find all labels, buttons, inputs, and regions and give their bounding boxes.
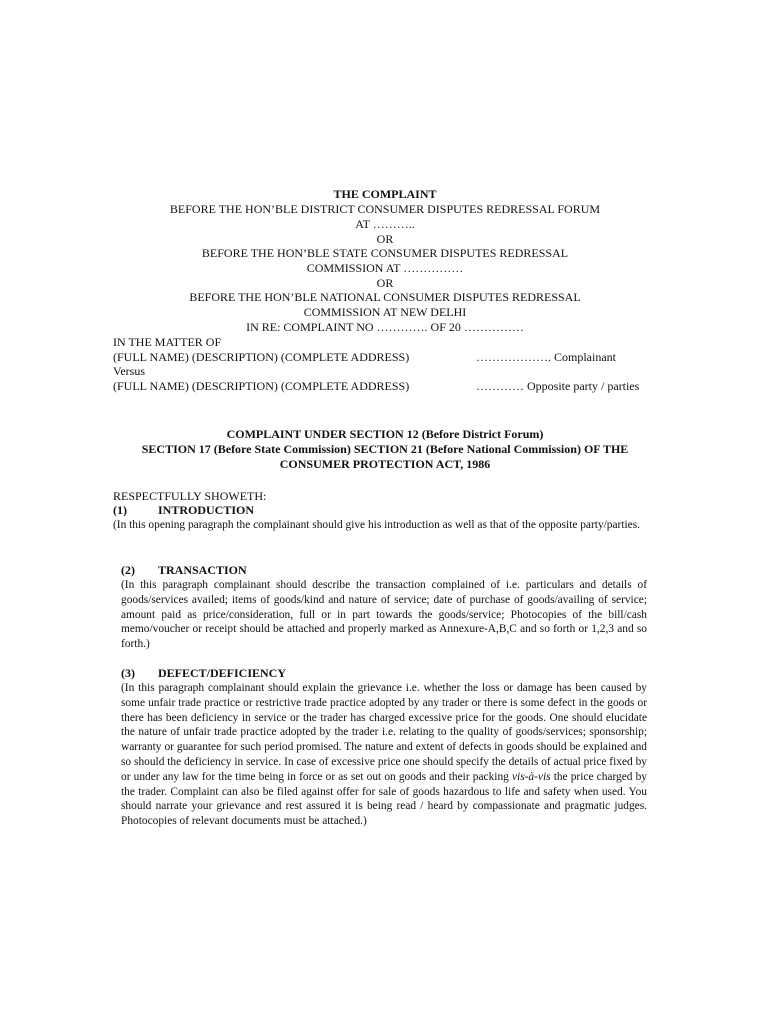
opposite-party-label: ………… Opposite party / parties bbox=[476, 379, 640, 393]
state-commission-line: BEFORE THE HON’BLE STATE CONSUMER DISPUTES REDRESSAL bbox=[201, 246, 569, 260]
section-number: (2) bbox=[121, 563, 135, 577]
section-3-text-italic: vis-à-vis bbox=[511, 770, 551, 783]
complainant-details: (FULL NAME) (DESCRIPTION) (COMPLETE ADDRESS) bbox=[113, 350, 410, 364]
matter-label: IN THE MATTER OF bbox=[113, 335, 222, 349]
section-heading-line2: SECTION 17 (Before State Commission) SECTION 21 (Before National Commission) OF THE bbox=[141, 442, 629, 456]
national-commission-at: COMMISSION AT NEW DELHI bbox=[303, 305, 467, 319]
forum-line: BEFORE THE HON’BLE DISTRICT CONSUMER DISPUTES REDRESSAL FORUM bbox=[169, 202, 601, 216]
section-heading-line3: CONSUMER PROTECTION ACT, 1986 bbox=[279, 457, 491, 471]
section-title: INTRODUCTION bbox=[158, 503, 255, 517]
state-commission-at: COMMISSION AT …………… bbox=[306, 261, 464, 275]
national-commission-line: BEFORE THE HON’BLE NATIONAL CONSUMER DISPUTES REDRESSAL bbox=[189, 290, 581, 304]
or-separator: OR bbox=[376, 232, 394, 246]
section-number: (3) bbox=[121, 666, 135, 680]
section-heading-line1: COMPLAINT UNDER SECTION 12 (Before District Forum) bbox=[226, 427, 544, 441]
document-title: THE COMPLAINT bbox=[333, 187, 437, 201]
section-3-heading bbox=[121, 666, 286, 681]
section-1-text: (In this opening paragraph the complainant should give his introduction as well as that of the opposite party/parties. bbox=[113, 519, 641, 531]
section-title: DEFECT/DEFICIENCY bbox=[158, 666, 287, 680]
section-3-text-part: (In this paragraph complainant should explain the grievance i.e. whether the loss or damage has been caused by some unfair trade practice or restrictive trade practice adopted by any trader or there is some defect in the goods or there has been deficiency in service or the trader has charged excessive price for the goods. One should elucidate the nature of unfair trade practice adopted by the trader i.e. relating to the quality of goods/services; sponsorship; warranty or guarantee for such period promised. The nature and extent of defects in goods should be explained and so should the deficiency in service. In case of excessive price one should specify the details of actual price fixed by or under any law for the time being in force or as set out on goods and their packing bbox=[121, 682, 647, 783]
complainant-label: ………………. Complainant bbox=[476, 350, 616, 364]
section-1-heading bbox=[113, 503, 254, 518]
section-3-text bbox=[121, 681, 647, 829]
section-2-heading bbox=[121, 563, 247, 578]
opposite-party-details: (FULL NAME) (DESCRIPTION) (COMPLETE ADDRESS) bbox=[113, 379, 410, 393]
section-number: (1) bbox=[113, 503, 127, 517]
section-3-text-part: the price charged by the trader. Complaint can also be filed against offer for sale of goods hazardous to life and safety when used. You should narrate your grievance and rest assured it is being read / heard by compassionate and pragmatic judges. Photocopies of relevant documents must be attached.) bbox=[121, 770, 647, 828]
or-separator: OR bbox=[376, 276, 394, 290]
complaint-number-line: IN RE: COMPLAINT NO …………. OF 20 …………… bbox=[246, 320, 524, 334]
versus-label: Versus bbox=[113, 364, 145, 378]
section-title: TRANSACTION bbox=[158, 563, 247, 577]
at-line: AT ……….. bbox=[355, 217, 415, 231]
respectfully-showeth: RESPECTFULLY SHOWETH: bbox=[113, 489, 267, 503]
section-2-text: (In this paragraph complainant should describe the transaction complained of i.e. particulars and details of goods/services availed; items of goods/kind and nature of service; date of purchase of goods/availing of service; amount paid as price/consideration, full or in part towards the goods/service; Photocopies of the bill/cash memo/voucher or receipt should be attached and properly marked as Annexure-A,B,C and so forth or 1,2,3 and so forth.) bbox=[121, 579, 647, 651]
